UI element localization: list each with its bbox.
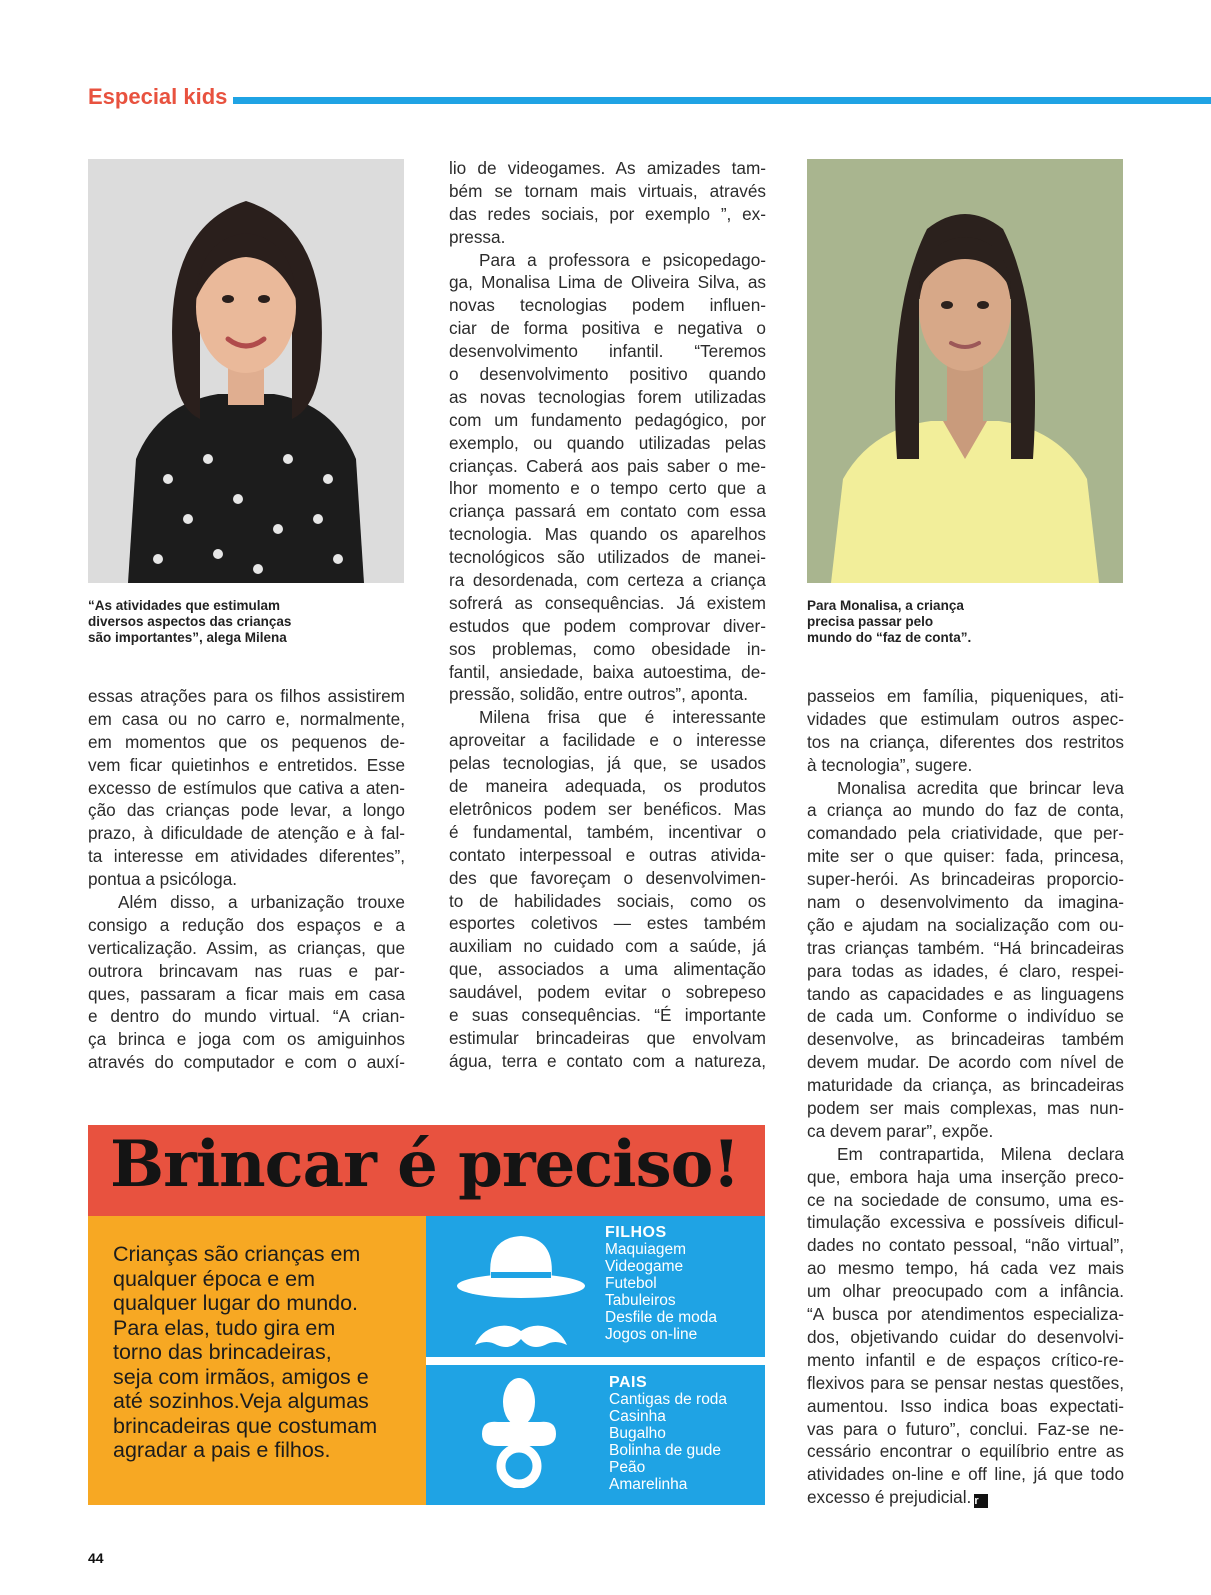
box-title: Brincar é preciso! <box>110 1127 740 1202</box>
list-item: Maquiagem <box>605 1241 686 1258</box>
filhos-heading: FILHOS <box>605 1224 667 1241</box>
end-mark-icon: r <box>974 1494 988 1508</box>
pacifier-icon <box>478 1376 560 1493</box>
list-item: Peão <box>609 1459 646 1476</box>
hat-icon <box>455 1232 587 1305</box>
article-column-3: passeios em família, piqueniques, ati- vidades que estimulam outros aspec- tos na criança, diferentes dos restritos à tecnologia”, sugere. Monalisa acredita que brincar leva a criança ao mundo do faz de conta, comandado pela criatividade, que per- mite ser o que quiser: fada, princesa, super-herói. As brincadeiras proporcio- nam o desenvolvimento da imagina- ção e ajudam na socialização com ou- tras crianças também. “Há brincadeiras para todas as idades, é claro, respei- tando as capacidades e as linguagens de cada um. Conforme o indivíduo se desenvolve, as brincadeiras também devem mudar. De acordo com nível de maturidade da criança, as brincadeiras podem ser mais complexas, mas nun- ca devem parar”, expõe. Em contrapartida, Milena declara que, embora haja uma inserção preco- ce na sociedade de consumo, uma es- timulação excessiva e possíveis dificul- dades no contato pessoal, “não virtual”, ao mesmo tempo, há cada vez mais um olhar preocupado com a infância. “A busca por atendimentos especializa- dos, objetivando cuidar do desenvolvi- mento infantil e de espaços crítico-re- flexivos para se pensar nestas questões, aumentou. Isso indica boas expectati- vas para o futuro”, conclui. Faz-se ne- cessário encontrar o equilíbrio entre as atividades on-line e off line, já que todo excesso é prejudicial. r <box>807 686 1124 1508</box>
photo-monalisa <box>807 159 1123 583</box>
list-item: Bolinha de gude <box>609 1442 722 1459</box>
section-label: Especial kids <box>88 84 228 109</box>
photo-milena <box>88 159 404 583</box>
list-item: Amarelinha <box>609 1476 688 1493</box>
list-item: Casinha <box>609 1408 666 1425</box>
photo-caption-monalisa: Para Monalisa, a criança precisa passar pelo mundo do “faz de conta”. <box>807 598 972 645</box>
list-item: Tabuleiros <box>605 1292 676 1309</box>
section-rule <box>233 97 1211 104</box>
pais-heading: PAIS <box>609 1374 648 1391</box>
pais-list <box>609 1374 727 1493</box>
page-number: 44 <box>88 1550 104 1566</box>
filhos-list <box>605 1224 717 1343</box>
list-item: Desfile de moda <box>605 1309 718 1326</box>
list-item: Jogos on-line <box>605 1326 698 1343</box>
mustache-icon <box>473 1321 569 1358</box>
article-column-1: essas atrações para os filhos assistirem em casa ou no carro e, normalmente, em momentos que os pequenos de- vem ficar quietinhos e entretidos. Esse excesso de estímulos que cativa a aten- ção das crianças pode levar, a longo prazo, à dificuldade de atenção e à fal- ta interesse em atividades diferentes”, pontua a psicóloga. Além disso, a urbanização trouxe consigo a redução dos espaços e a verticalização. Assim, as crianças, que outrora brincavam nas ruas e par- ques, passaram a ficar mais em casa e dentro do mundo virtual. “A crian- ça brinca e joga com os amiguinhos através do computador e com o auxí- <box>88 686 405 1073</box>
list-item: Futebol <box>605 1275 657 1292</box>
list-item: Cantigas de roda <box>609 1391 728 1408</box>
article-column-2: lio de videogames. As amizades tam- bém se tornam mais virtuais, através das redes sociais, por exemplo ”, ex- pressa. Para a professora e psicopedago- ga, Monalisa Lima de Oliveira Silva, as novas tecnologias podem influen- ciar de forma positiva e negativa o desenvolvimento infantil. “Teremos o desenvolvimento positivo quando as novas tecnologias forem utilizadas com um fundamento pedagógico, por exemplo, ou quando utilizadas pelas crianças. Caberá aos pais saber o me- lhor momento e o tempo certo que a criança passará em contato com essa tecnologia. Mas quando os aparelhos tecnológicos são utilizados de manei- ra desordenada, com certeza a criança sofrerá as consequências. Já existem estudos que podem comprovar diver- sos problemas, como obesidade in- fantil, ansiedade, baixa autoestima, de- pressão, solidão, entre outros”, aponta. Milena frisa que é interessante aproveitar a facilidade e o interesse pelas tecnologias, já que, se usados de maneira adequada, os produtos eletrônicos podem ser benéficos. Mas é fundamental, também, incentivar o contato interpessoal e outras ativida- des que favoreçam o desenvolvimen- to de habilidades sociais, como os esportes coletivos — estes também auxiliam no cuidado com a saúde, já que, associados a uma alimentação saudável, podem evitar o sobrepeso e suas consequências. “É importante estimular brincadeiras que envolvam água, terra e contato com a natureza, <box>449 158 766 1071</box>
box-intro-text: Crianças são crianças em qualquer época e em qualquer lugar do mundo. Para elas, tudo gira em torno das brincadeiras, seja com irmãos, amigos e até sozinhos.Veja algumas brincadeiras que costumam agradar a pais e filhos. <box>113 1242 378 1462</box>
list-item: Videogame <box>605 1258 684 1275</box>
photo-caption-milena: “As atividades que estimulam diversos aspectos das crianças são importantes”, alega Milena <box>88 598 292 645</box>
list-item: Bugalho <box>609 1425 666 1442</box>
